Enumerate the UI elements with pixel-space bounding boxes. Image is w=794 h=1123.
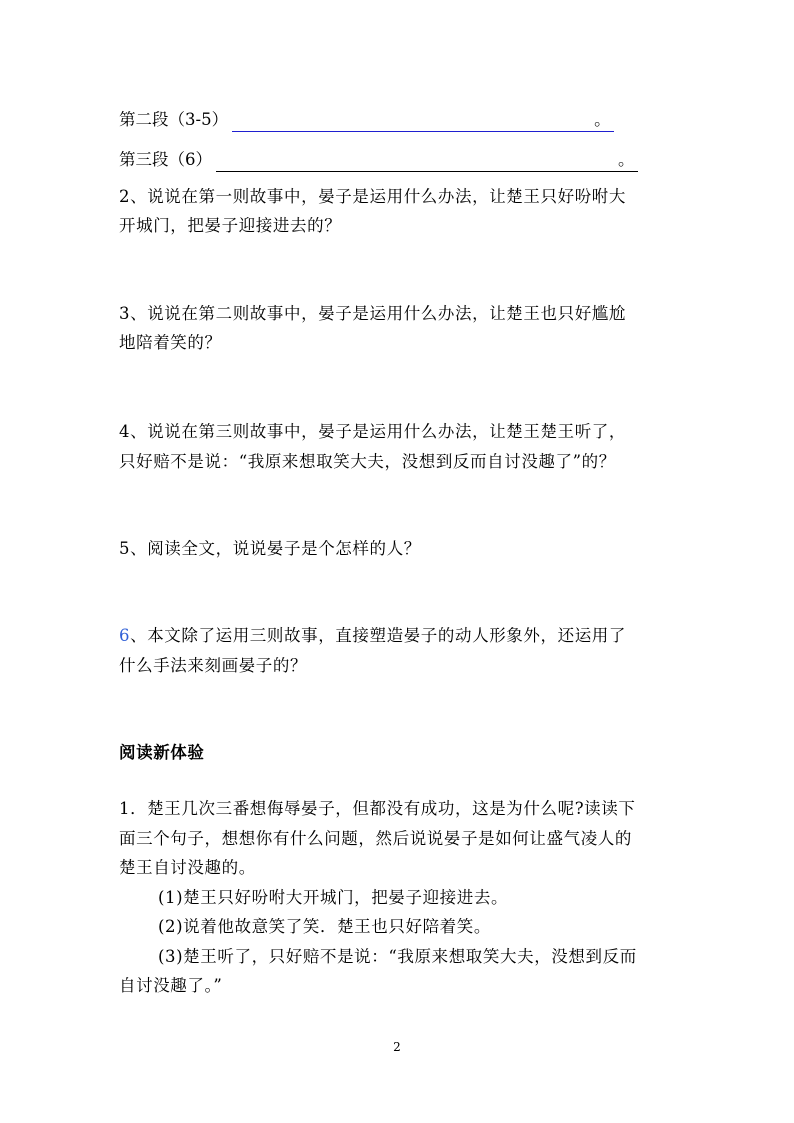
sentence-2: (2)说着他故意笑了笑．楚王也只好陪着笑。	[158, 917, 491, 936]
section-3-label: 第三段（6）	[119, 150, 212, 169]
fill-in-row-section-3	[119, 148, 635, 172]
question-6-line-1-text: 、本文除了运用三则故事，直接塑造晏子的动人形象外，还运用了	[130, 626, 627, 645]
question-4-line-2: 只好赔不是说：“我原来想取笑大夫，没想到反而自讨没趣了”的？	[119, 452, 616, 471]
section-heading: 阅读新体验	[119, 743, 205, 762]
section-question-1-line-2: 面三个句子，想想你有什么问题，然后说说晏子是如何让盛气凌人的	[119, 829, 632, 848]
question-6-line-2: 什么手法来刻画晏子的？	[119, 656, 308, 675]
sentence-3-line-2: 自讨没趣了。”	[119, 976, 223, 995]
section-question-1-line-1: 1．楚王几次三番想侮辱晏子，但都没有成功，这是为什么呢?读读下	[119, 799, 636, 818]
question-5-line-1: 5、阅读全文，说说晏子是个怎样的人？	[119, 539, 421, 558]
question-6-number: 6	[119, 626, 131, 645]
fill-in-row-section-2	[119, 108, 611, 132]
section-2-period: 。	[594, 110, 611, 129]
question-2-line-2: 开城门，把晏子迎接进去的？	[119, 216, 342, 235]
question-4-line-1: 4、说说在第三则故事中，晏子是运用什么办法，让楚王楚王听了，	[119, 422, 626, 441]
section-2-label: 第二段（3-5）	[119, 110, 229, 129]
sentence-1: (1)楚王只好吩咐大开城门，把晏子迎接进去。	[158, 888, 509, 907]
section-3-answer-blank[interactable]	[216, 151, 638, 172]
question-2-line-1: 2、说说在第一则故事中，晏子是运用什么办法，让楚王只好吩咐大	[119, 187, 626, 206]
question-3-line-2: 地陪着笑的？	[119, 333, 222, 352]
section-2-answer-blank[interactable]	[232, 111, 614, 132]
section-question-1-line-3: 楚王自讨没趣的。	[119, 858, 256, 877]
question-6-line-1	[119, 624, 626, 648]
page-number: 2	[393, 1040, 401, 1054]
question-3-line-1: 3、说说在第二则故事中，晏子是运用什么办法，让楚王也只好尴尬	[119, 304, 626, 323]
sentence-3-line-1: (3)楚王听了，只好赔不是说：“我原来想取笑大夫，没想到反而	[158, 947, 637, 966]
section-3-period: 。	[618, 150, 635, 169]
